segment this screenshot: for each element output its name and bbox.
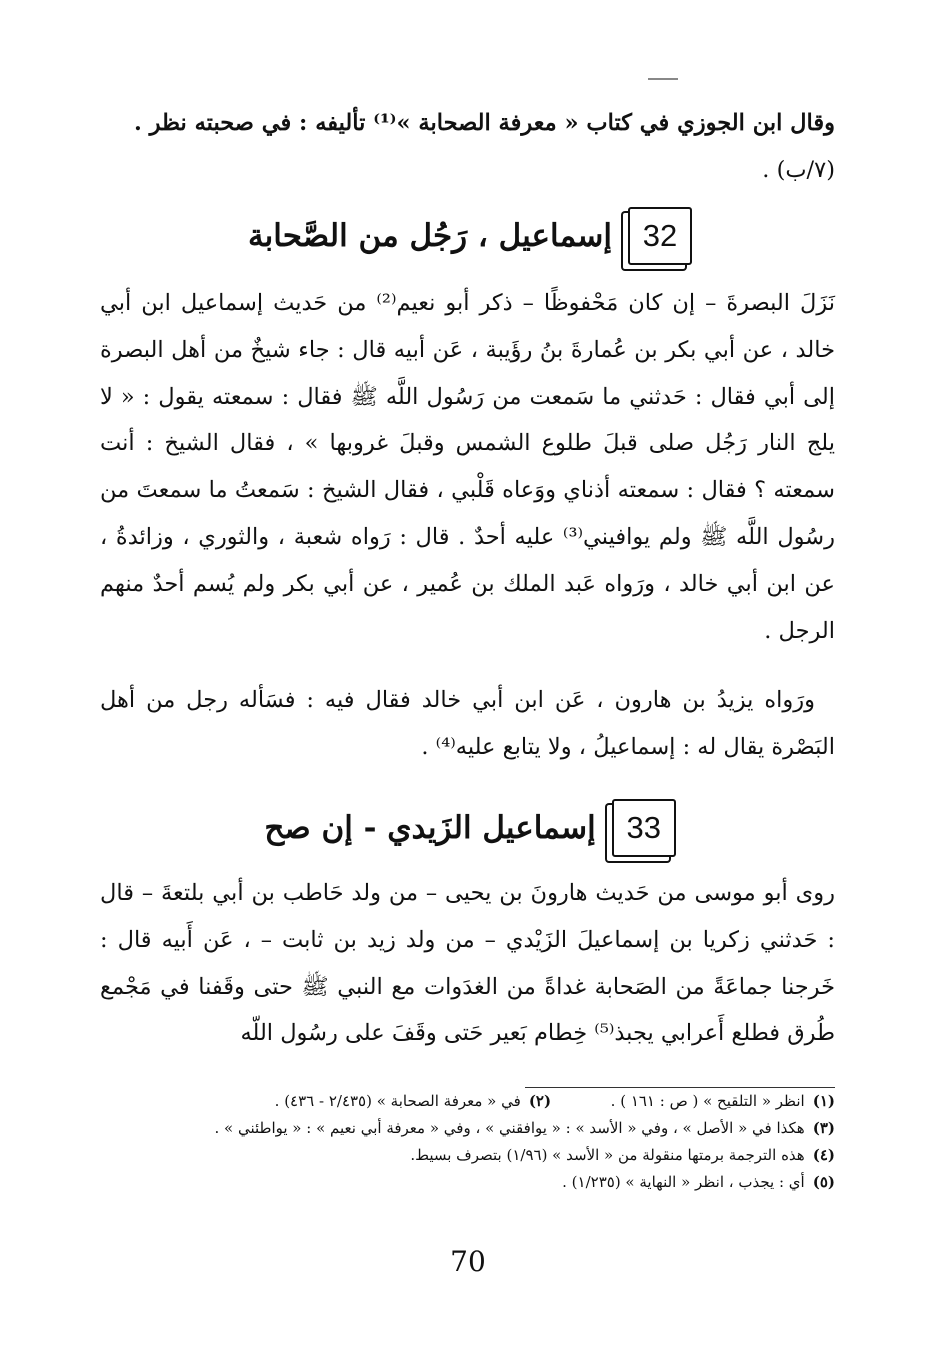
entry-title: إسماعيل ، رَجُل من الصَّحابة [248, 218, 612, 254]
footnote-text: هكذا في « الأصل » ، وفي « الأسد » : « يوافقني » ، وفي « معرفة أبي نعيم » : « يواطئني » . [214, 1119, 805, 1137]
intro-paragraph [100, 100, 835, 194]
footnote-number: (٤) [812, 1146, 835, 1164]
footnote-text: أي : يجذب ، انظر « النهاية » (١/٢٣٥) . [562, 1173, 805, 1191]
entry-heading-32 [140, 204, 800, 268]
footnote-line [110, 1169, 835, 1196]
footnote-number: (٥) [812, 1173, 835, 1191]
entry-32-paragraph-1: نَزَلَ البصرةَ – إن كان مَحْفوظًا – ذكر أبو نعيم⁽²⁾ من حَديث إسماعيل ابن أبي خالد ، عن أبي بكر بن عُمارةَ بنُ رؤَيبة ، عَن أبيه قال : جاء شيخٌ من أهل البصرة إلى أبي فقال : حَدثني ما سَمعت من رَسُول اللَّه ﷺ فقال : سمعته يقول : « لا يلج النار رَجُل صلى قبلَ طلوع الشمس وقبلَ غروبها » ، فقال الشيخ : أنت سمعته ؟ فقال : سمعته أذناي ووَعاه قَلْبي ، فقال الشيخ : سَمعتُ ما سمعتَ من رسُول اللَّه ﷺ ولم يوافيني⁽³⁾ عليه أحدٌ . قال : رَواه شعبة ، والثوري ، وزائدةُ ، عن ابن أبي خالد ، ورَواه عَبد الملك بن عُمير ، عن أبي بكر ولم يُسم أحدٌ منهم الرجل . [100, 290, 836, 644]
page-top-mark [648, 78, 678, 80]
intro-line-2: (٧/ب) . [762, 156, 835, 183]
entry-title: إسماعيل الزَيدي - إن صح [264, 810, 596, 846]
entry-33-paragraph-1: روى أبو موسى من حَديث هارونَ بن يحيى – من ولد حَاطب بن أبي بلتعةَ – قال : حَدثني زكريا بن إسماعيلَ الزَيْدي – من ولد زيد بن ثابت – ، عَن أَبيه قال : خَرجنا جماعَةً من الصَحابة غداةً من الغدَوات مع النبي ﷺ حتى وقَفنا في مَجْمع طُرق فطلع أَعرابي يجبذ⁽⁵⁾ خِطام بَعير حَتى وقَفَ على رسُول اللّه [100, 880, 835, 1047]
entry-number-box: 33 [612, 799, 676, 857]
footnote-text: في « معرفة الصحابة » (٢/٤٣٥ - ٤٣٦) . [274, 1092, 521, 1110]
footnote-number: (١) [812, 1092, 835, 1110]
intro-line-1: وقال ابن الجوزي في كتاب « معرفة الصحابة »⁽¹⁾ تأليفه : في صحبته نظر . [133, 110, 835, 136]
entry-32-paragraph-2: ورَواه يزيدُ بن هارون ، عَن ابن أبي خالد فقال فيه : فسَأله رجل من أهل البَصْرة يقال له : إسماعيلُ ، ولا يتابع عليه⁽⁴⁾ . [100, 687, 835, 760]
footnote-line [110, 1088, 835, 1115]
footnote-number: (٢) [528, 1092, 552, 1110]
footnotes [110, 1088, 835, 1196]
page-number: 70 [450, 1245, 486, 1278]
footnote-number: (٣) [812, 1119, 835, 1137]
entry-heading-33 [140, 796, 800, 860]
footnote-line [110, 1142, 835, 1169]
footnote-text: انظر « التلقيح » ( ص : ١٦١ ) . [610, 1092, 805, 1110]
footnote-text: هذه الترجمة برمتها منقولة من « الأسد » (١/٩٦) بتصرف بسيط. [410, 1146, 805, 1164]
entry-number-box: 32 [628, 207, 692, 265]
footnote-line [110, 1115, 835, 1142]
